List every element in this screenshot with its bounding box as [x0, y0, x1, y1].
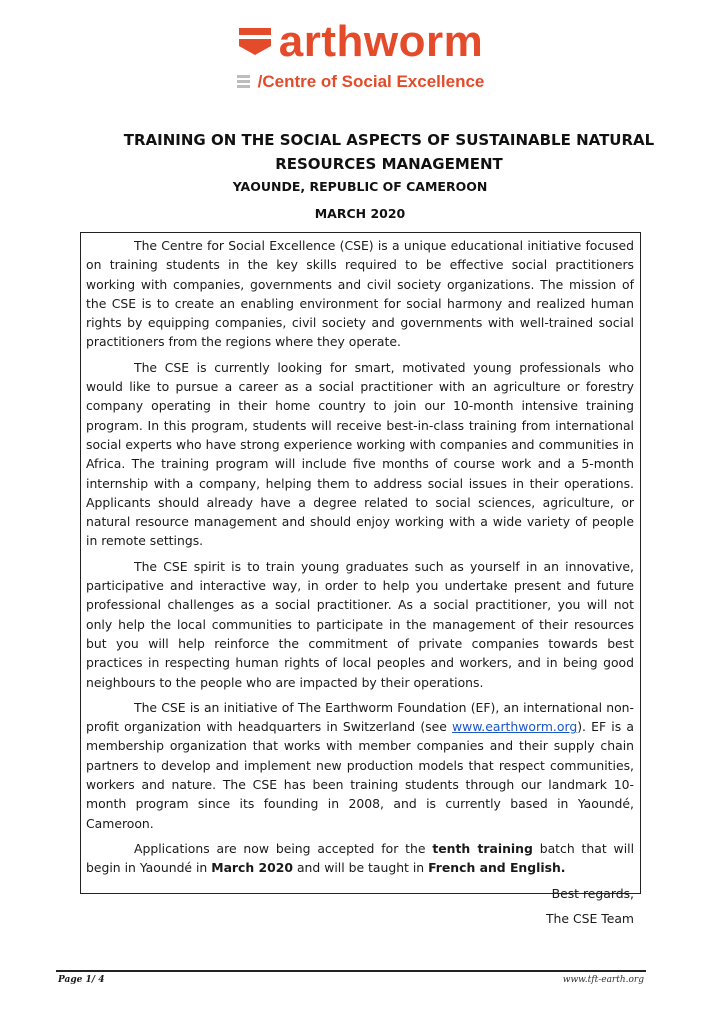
footer-divider — [56, 970, 646, 972]
p4-text-before: The CSE is an initiative of The Earthworm Foundation (EF), an international non-profit organization with headquarters in Switzerland (see — [86, 699, 634, 735]
document-location: YAOUNDE, REPUBLIC OF CAMEROON — [232, 179, 488, 194]
signature: The CSE Team — [545, 910, 634, 926]
p4-text-after: ). EF is a membership organization that works with member companies and their supply chain partners to develop and implement new production models that respect communities, workers and nature. The CSE has been training students through our landmark 10-month program since its founding in 2008, and is currently based in Yaoundé, Cameroon. — [86, 719, 634, 831]
p5-text-c: batch that will begin in Yaoundé in — [86, 840, 635, 876]
logo-wordmark — [237, 14, 483, 70]
p5-bold-batch: tenth training — [432, 840, 533, 856]
logo-subtitle — [0, 72, 720, 92]
logo-sub-text: /Centre of Social Excellence — [257, 72, 485, 91]
p5-bold-date: March 2020 — [211, 860, 294, 876]
paragraph-foundation — [86, 698, 634, 833]
page-number: Page 1/ 4 — [58, 975, 105, 985]
p5-bold-languages: French and English. — [428, 860, 566, 876]
paragraph-recruitment: The CSE is currently looking for smart, motivated young professionals who would like to pursue a career as a social practitioner with an agriculture or forestry company operating in their home country to join our 10-month intensive training program. In this program, students will receive best-in-class training from international social experts who have strong experience working with companies and communities in Africa. The training program will include five months of course work and a 5-month internship with a company, helping them to address social issues in their operations. Applicants should already have a degree related to social sciences, agriculture, or natural resource management and should enjoy working with a wide variety of people in remote settings. — [86, 359, 634, 549]
cse-mark-icon — [236, 73, 252, 89]
paragraph-spirit: The CSE spirit is to train young graduates such as yourself in an innovative, participative and interactive way, in order to help you undertake present and future professional challenges as a social practitioner. As a social practitioner, you will not only help the local communities to participate in the management of their resources but you will help reinforce the commitment of private companies towards best practices in respecting human rights of local peoples and workers, and in being good neighbours to the people who are impacted by their operations. — [86, 558, 634, 690]
document-title: TRAINING ON THE SOCIAL ASPECTS OF SUSTAINABLE NATURAL RESOURCES MANAGEMENT — [123, 131, 655, 173]
earthworm-logo — [0, 14, 720, 70]
closing-line: Best regards, — [551, 885, 634, 901]
document-date: MARCH 2020 — [314, 206, 406, 221]
content-box — [80, 232, 641, 926]
paragraph-intro: The Centre for Social Excellence (CSE) is a unique educational initiative focused on training students in the key skills required to be effective social practitioners working with companies, governments and civil society organizations. The mission of the CSE is to create an enabling environment for social harmony and realized human rights by equipping companies, civil society and governments with well-trained social practitioners from the regions where they operate. — [86, 238, 634, 350]
earthworm-link[interactable]: www.earthworm.org — [452, 719, 578, 735]
paragraph-applications — [86, 839, 634, 878]
earthworm-e-icon — [237, 22, 277, 62]
logo-brand-text: arthworm — [278, 17, 484, 66]
footer-url: www.tft-earth.org — [562, 975, 644, 985]
p5-text-a: Applications are now being accepted for the — [134, 840, 433, 856]
p5-text-e: and will be taught in — [293, 860, 429, 876]
